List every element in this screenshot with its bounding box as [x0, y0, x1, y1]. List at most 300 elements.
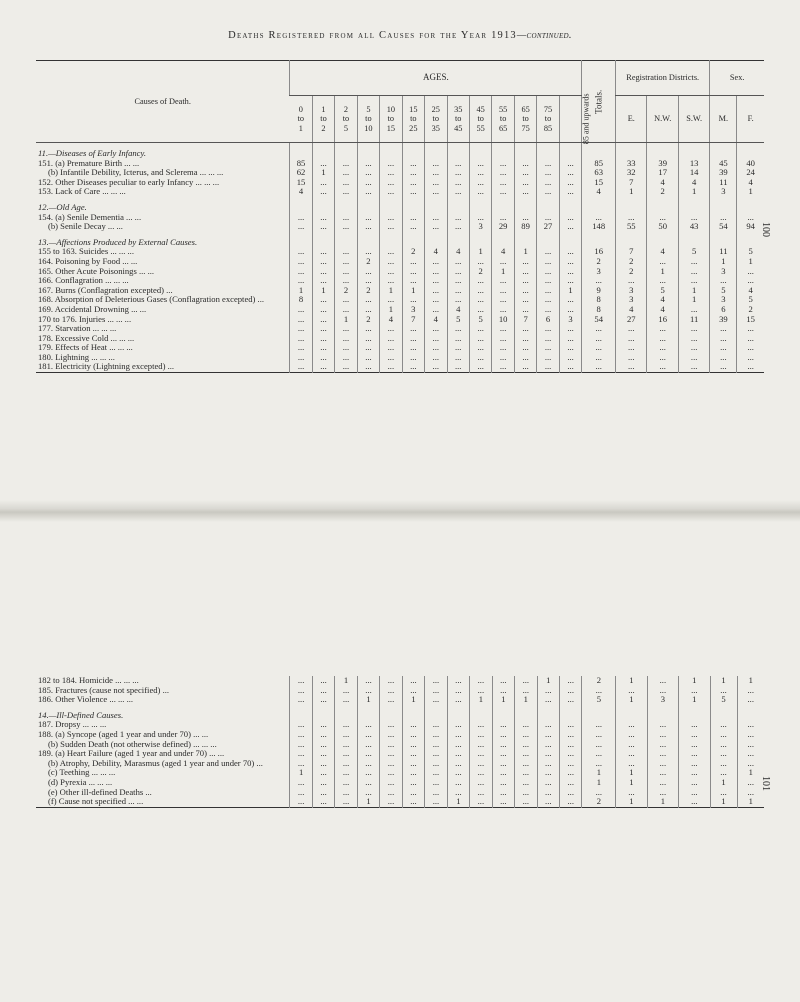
value-cell: ... — [678, 213, 709, 223]
value-cell: ... — [425, 686, 447, 696]
cause-cell: (c) Teething ... ... ... — [48, 767, 116, 778]
value-cell: ... — [560, 797, 582, 807]
value-cell: ... — [447, 759, 469, 769]
value-cell — [514, 232, 536, 248]
value-cell: ... — [537, 257, 559, 267]
value-cell: ... — [335, 343, 357, 353]
value-cell: 55 — [616, 222, 647, 232]
value-cell: ... — [312, 315, 334, 325]
age-band-header: 45 to 55 — [469, 96, 491, 143]
value-cell: ... — [425, 788, 447, 798]
value-cell: ... — [425, 295, 447, 305]
value-cell: ... — [425, 334, 447, 344]
value-cell: ... — [380, 257, 402, 267]
value-cell: 1 — [616, 676, 647, 686]
value-cell: ... — [312, 768, 334, 778]
value-cell: 27 — [537, 222, 559, 232]
value-cell: ... — [537, 159, 559, 169]
value-cell: 63 — [582, 168, 616, 178]
value-cell: ... — [425, 187, 447, 197]
value-cell: ... — [582, 730, 616, 740]
value-cell — [469, 143, 491, 159]
value-cell: ... — [357, 740, 379, 750]
value-cell — [537, 705, 559, 721]
value-cell: ... — [335, 778, 357, 788]
value-cell: 40 — [737, 159, 764, 169]
value-cell: 1 — [357, 695, 379, 705]
value-cell: ... — [737, 720, 764, 730]
value-cell: 11 — [710, 247, 737, 257]
value-cell: 1 — [492, 695, 514, 705]
value-cell: 7 — [616, 247, 647, 257]
value-cell: ... — [312, 730, 334, 740]
value-cell: ... — [710, 759, 737, 769]
cause-cell: 179. Effects of Heat ... ... ... — [38, 342, 133, 353]
value-cell: ... — [447, 222, 469, 232]
value-cell: ... — [290, 740, 312, 750]
value-cell: ... — [647, 749, 678, 759]
value-cell: ... — [492, 797, 514, 807]
value-cell: ... — [647, 778, 678, 788]
cause-cell: 188. (a) Syncope (aged 1 year and under 70) ... ... — [38, 728, 209, 739]
value-cell: ... — [447, 267, 469, 277]
value-cell: ... — [357, 730, 379, 740]
value-cell: 14 — [678, 168, 709, 178]
value-cell: 1 — [335, 676, 357, 686]
value-cell: 3 — [710, 295, 737, 305]
value-cell: 3 — [647, 695, 678, 705]
value-cell: ... — [357, 267, 379, 277]
value-cell: ... — [290, 267, 312, 277]
value-cell: ... — [678, 305, 709, 315]
value-cell — [312, 197, 334, 213]
value-cell — [514, 197, 536, 213]
value-cell: ... — [616, 276, 647, 286]
value-cell: ... — [559, 159, 582, 169]
value-cell: 1 — [402, 695, 424, 705]
table-row — [36, 178, 764, 188]
value-cell: 1 — [537, 676, 559, 686]
value-cell: ... — [402, 222, 424, 232]
value-cell: ... — [647, 324, 678, 334]
value-cell: ... — [312, 362, 334, 372]
value-cell: ... — [537, 187, 559, 197]
value-cell: ... — [357, 222, 379, 232]
value-cell — [710, 197, 737, 213]
value-cell — [425, 232, 447, 248]
value-cell — [469, 197, 491, 213]
value-cell — [737, 197, 764, 213]
value-cell — [447, 197, 469, 213]
value-cell: 1 — [710, 257, 737, 267]
value-cell: 10 — [492, 315, 514, 325]
value-cell: ... — [679, 759, 710, 769]
value-cell: ... — [425, 305, 447, 315]
value-cell: 3 — [559, 315, 582, 325]
value-cell — [582, 232, 616, 248]
cause-cell: (b) Sudden Death (not otherwise defined) ... ... ... — [48, 738, 217, 749]
value-cell: ... — [425, 749, 447, 759]
value-cell: 5 — [469, 315, 491, 325]
value-cell: ... — [678, 257, 709, 267]
value-cell: ... — [312, 334, 334, 344]
value-cell: ... — [312, 797, 334, 807]
age-band-header: 75 to 85 — [537, 96, 559, 143]
value-cell: ... — [357, 676, 379, 686]
cause-cell: 169. Accidental Drowning ... ... — [38, 303, 147, 314]
value-cell: ... — [425, 797, 447, 807]
value-cell: ... — [560, 759, 582, 769]
value-cell: ... — [380, 686, 402, 696]
value-cell: ... — [357, 276, 379, 286]
value-cell: ... — [537, 168, 559, 178]
value-cell: ... — [469, 159, 491, 169]
value-cell: ... — [425, 768, 447, 778]
value-cell: 4 — [425, 315, 447, 325]
value-cell: ... — [290, 686, 312, 696]
value-cell: ... — [402, 187, 424, 197]
value-cell: ... — [402, 686, 424, 696]
value-cell: 11 — [710, 178, 737, 188]
value-cell: ... — [335, 222, 357, 232]
value-cell: ... — [647, 730, 678, 740]
value-cell: 1 — [710, 797, 737, 807]
cause-cell: (b) Infantile Debility, Icterus, and Sclerema ... ... ... — [48, 167, 224, 178]
value-cell: ... — [537, 749, 559, 759]
value-cell: ... — [560, 720, 582, 730]
value-cell: ... — [616, 353, 647, 363]
value-cell: ... — [447, 740, 469, 750]
value-cell: ... — [514, 324, 536, 334]
value-cell: 1 — [357, 797, 379, 807]
value-cell: 1 — [647, 267, 678, 277]
value-cell: ... — [616, 362, 647, 372]
value-cell: ... — [559, 247, 582, 257]
value-cell: ... — [335, 730, 357, 740]
value-cell: ... — [710, 749, 737, 759]
value-cell: ... — [469, 257, 491, 267]
value-cell — [380, 197, 402, 213]
value-cell: 8 — [582, 295, 616, 305]
value-cell: ... — [737, 362, 764, 372]
value-cell: ... — [312, 247, 334, 257]
value-cell: ... — [469, 276, 491, 286]
value-cell: ... — [469, 178, 491, 188]
value-cell: ... — [560, 788, 582, 798]
value-cell: ... — [737, 213, 764, 223]
value-cell: ... — [514, 343, 536, 353]
value-cell: 5 — [710, 695, 737, 705]
value-cell: 15 — [582, 178, 616, 188]
cause-cell: 12.—Old Age. — [38, 201, 87, 212]
value-cell: ... — [470, 788, 492, 798]
value-cell: 4 — [447, 305, 469, 315]
value-cell: ... — [425, 730, 447, 740]
value-cell: ... — [312, 276, 334, 286]
value-cell: ... — [357, 334, 379, 344]
value-cell: 1 — [470, 695, 492, 705]
value-cell — [335, 705, 357, 721]
table-row — [36, 768, 764, 778]
table-row — [36, 267, 764, 277]
value-cell: ... — [737, 740, 764, 750]
value-cell: ... — [380, 353, 402, 363]
value-cell: ... — [469, 187, 491, 197]
value-cell: ... — [425, 286, 447, 296]
value-cell: ... — [582, 686, 616, 696]
value-cell: ... — [447, 720, 469, 730]
value-cell: ... — [290, 257, 312, 267]
value-cell — [514, 143, 536, 159]
table-row — [36, 213, 764, 223]
value-cell: ... — [679, 768, 710, 778]
value-cell: 29 — [492, 222, 514, 232]
value-cell: ... — [380, 334, 402, 344]
cause-cell: 170 to 176. Injuries ... ... ... — [38, 313, 132, 324]
value-cell: ... — [710, 740, 737, 750]
cause-cell: 181. Electricity (Lightning excepted) ... — [38, 361, 175, 372]
value-cell — [380, 143, 402, 159]
value-cell: ... — [470, 720, 492, 730]
value-cell: ... — [425, 213, 447, 223]
value-cell: ... — [515, 686, 537, 696]
value-cell: ... — [470, 768, 492, 778]
value-cell: ... — [357, 353, 379, 363]
value-cell: ... — [678, 334, 709, 344]
value-cell: ... — [582, 353, 616, 363]
value-cell: ... — [425, 178, 447, 188]
value-cell: ... — [710, 213, 737, 223]
value-cell: 3 — [616, 286, 647, 296]
value-cell: 50 — [647, 222, 678, 232]
table-row — [36, 759, 764, 769]
value-cell: ... — [679, 730, 710, 740]
value-cell: ... — [402, 213, 424, 223]
value-cell: ... — [380, 276, 402, 286]
cause-cell: 167. Burns (Conflagration excepted) ... — [38, 284, 173, 295]
value-cell — [447, 143, 469, 159]
value-cell — [678, 232, 709, 248]
value-cell — [737, 232, 764, 248]
cause-cell: 164. Poisoning by Food ... ... — [38, 255, 138, 266]
value-cell: ... — [447, 286, 469, 296]
value-cell: ... — [559, 187, 582, 197]
value-cell: ... — [710, 788, 737, 798]
value-cell: ... — [335, 168, 357, 178]
cause-cell: 168. Absorption of Deleterious Gases (Conflagration excepted) ... — [38, 294, 265, 305]
page-number: 101 — [760, 776, 771, 791]
value-cell: ... — [492, 768, 514, 778]
section-heading-row — [36, 705, 764, 721]
value-cell: ... — [582, 276, 616, 286]
value-cell: ... — [737, 324, 764, 334]
value-cell: 1 — [469, 247, 491, 257]
value-cell — [357, 232, 379, 248]
value-cell: ... — [470, 797, 492, 807]
value-cell: 4 — [582, 187, 616, 197]
value-cell: ... — [357, 247, 379, 257]
value-cell: ... — [515, 720, 537, 730]
value-cell: ... — [710, 720, 737, 730]
value-cell — [312, 232, 334, 248]
value-cell: ... — [537, 247, 559, 257]
value-cell: ... — [380, 213, 402, 223]
value-cell: ... — [447, 295, 469, 305]
value-cell: ... — [737, 334, 764, 344]
value-cell: 1 — [678, 286, 709, 296]
value-cell: 62 — [290, 168, 312, 178]
value-cell: 4 — [647, 305, 678, 315]
value-cell: ... — [357, 788, 379, 798]
value-cell: 4 — [380, 315, 402, 325]
value-cell: ... — [380, 295, 402, 305]
value-cell: 8 — [290, 295, 312, 305]
value-cell — [492, 232, 514, 248]
value-cell: 3 — [710, 187, 737, 197]
value-cell: ... — [402, 295, 424, 305]
value-cell: 16 — [647, 315, 678, 325]
value-cell: ... — [560, 686, 582, 696]
value-cell: ... — [425, 159, 447, 169]
value-cell: 1 — [492, 267, 514, 277]
value-cell: 4 — [737, 286, 764, 296]
value-cell: ... — [737, 695, 764, 705]
value-cell: ... — [335, 295, 357, 305]
value-cell: 15 — [290, 178, 312, 188]
age-band-header: 1 to 2 — [312, 96, 334, 143]
value-cell: 4 — [492, 247, 514, 257]
value-cell: ... — [357, 343, 379, 353]
value-cell: ... — [402, 768, 424, 778]
value-cell: ... — [559, 257, 582, 267]
value-cell — [647, 143, 678, 159]
page-fold — [0, 500, 800, 522]
value-cell: ... — [560, 730, 582, 740]
value-cell: ... — [616, 720, 647, 730]
value-cell: 5 — [647, 286, 678, 296]
value-cell: ... — [380, 759, 402, 769]
value-cell: ... — [737, 749, 764, 759]
value-cell: ... — [335, 749, 357, 759]
value-cell: ... — [447, 178, 469, 188]
value-cell — [447, 232, 469, 248]
value-cell: ... — [514, 168, 536, 178]
value-cell: ... — [737, 343, 764, 353]
value-cell — [616, 705, 647, 721]
value-cell: ... — [312, 187, 334, 197]
value-cell: ... — [537, 720, 559, 730]
value-cell: ... — [492, 286, 514, 296]
value-cell: ... — [737, 730, 764, 740]
value-cell: 94 — [737, 222, 764, 232]
value-cell: ... — [537, 686, 559, 696]
value-cell: ... — [290, 353, 312, 363]
value-cell: 7 — [514, 315, 536, 325]
value-cell: ... — [380, 740, 402, 750]
table-row — [36, 695, 764, 705]
value-cell: ... — [582, 334, 616, 344]
value-cell — [710, 143, 737, 159]
value-cell — [402, 143, 424, 159]
value-cell: 4 — [647, 247, 678, 257]
value-cell: 1 — [616, 695, 647, 705]
value-cell: ... — [537, 778, 559, 788]
value-cell: ... — [737, 276, 764, 286]
value-cell — [357, 197, 379, 213]
value-cell: ... — [537, 730, 559, 740]
table-row — [36, 222, 764, 232]
sex-header-col: M. — [710, 96, 737, 143]
value-cell: ... — [380, 768, 402, 778]
value-cell: ... — [335, 768, 357, 778]
value-cell: ... — [402, 362, 424, 372]
value-cell: 39 — [710, 315, 737, 325]
value-cell: 85 — [290, 159, 312, 169]
value-cell: ... — [737, 686, 764, 696]
value-cell: ... — [515, 778, 537, 788]
value-cell: ... — [425, 695, 447, 705]
value-cell: ... — [290, 222, 312, 232]
value-cell: ... — [537, 343, 559, 353]
value-cell: ... — [537, 797, 559, 807]
value-cell: ... — [312, 788, 334, 798]
value-cell: 1 — [312, 286, 334, 296]
value-cell — [647, 232, 678, 248]
value-cell: ... — [447, 257, 469, 267]
value-cell: ... — [290, 797, 312, 807]
value-cell: ... — [380, 778, 402, 788]
value-cell — [357, 143, 379, 159]
value-cell — [380, 705, 402, 721]
value-cell: 2 — [582, 257, 616, 267]
value-cell: 2 — [737, 305, 764, 315]
value-cell: 1 — [678, 187, 709, 197]
value-cell: ... — [678, 276, 709, 286]
value-cell: ... — [402, 334, 424, 344]
value-cell: 27 — [616, 315, 647, 325]
value-cell: 2 — [647, 187, 678, 197]
value-cell — [402, 197, 424, 213]
value-cell: ... — [616, 749, 647, 759]
value-cell: ... — [312, 222, 334, 232]
value-cell: ... — [312, 353, 334, 363]
value-cell: ... — [425, 257, 447, 267]
value-cell: ... — [537, 695, 559, 705]
value-cell: ... — [357, 749, 379, 759]
value-cell: ... — [647, 276, 678, 286]
value-cell: ... — [492, 168, 514, 178]
value-cell: ... — [492, 257, 514, 267]
value-cell: ... — [492, 788, 514, 798]
value-cell: 5 — [582, 695, 616, 705]
value-cell: ... — [380, 797, 402, 807]
value-cell: ... — [380, 730, 402, 740]
value-cell: 2 — [582, 797, 616, 807]
value-cell: ... — [402, 178, 424, 188]
value-cell: ... — [616, 334, 647, 344]
value-cell: ... — [380, 362, 402, 372]
value-cell: ... — [290, 749, 312, 759]
value-cell: ... — [425, 778, 447, 788]
value-cell: ... — [290, 315, 312, 325]
value-cell: 33 — [616, 159, 647, 169]
value-cell: ... — [312, 178, 334, 188]
value-cell: ... — [469, 213, 491, 223]
value-cell: ... — [737, 788, 764, 798]
value-cell: ... — [447, 213, 469, 223]
value-cell: ... — [559, 222, 582, 232]
value-cell — [357, 705, 379, 721]
